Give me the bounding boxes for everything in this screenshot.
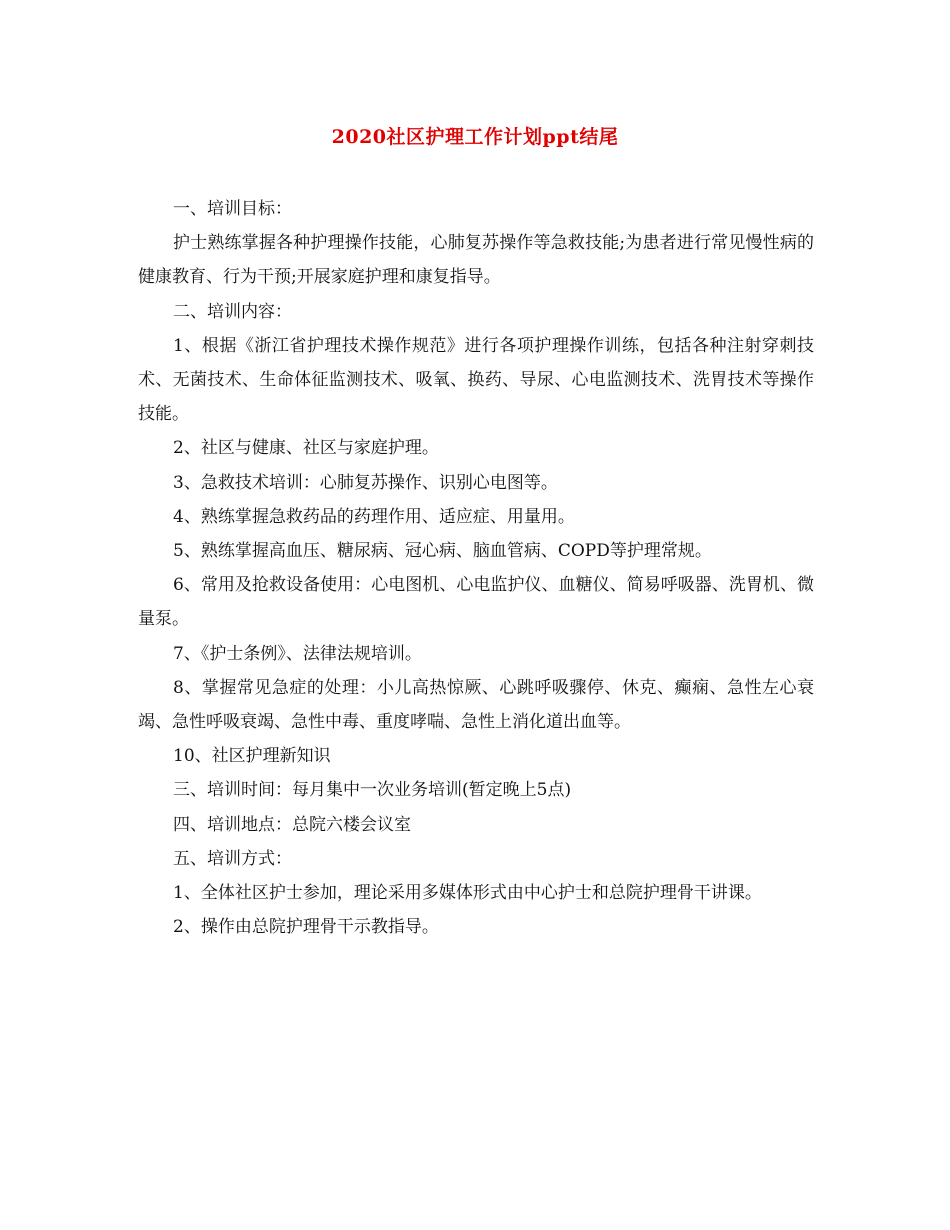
document-title: 2020社区护理工作计划ppt结尾 — [331, 126, 619, 148]
paragraph-method-item-2: 2、操作由总院护理骨干示教指导。 — [173, 917, 439, 938]
paragraph-content-item-2: 2、社区与健康、社区与家庭护理。 — [173, 438, 439, 459]
section-heading-method: 五、培训方式： — [173, 848, 292, 869]
paragraph-content-item-4: 4、熟练掌握急救药品的药理作用、适应症、用量用。 — [173, 506, 575, 527]
paragraph-content-item-3: 3、急救技术培训：心肺复苏操作、识别心电图等。 — [173, 472, 558, 493]
section-heading-location: 四、培训地点：总院六楼会议室 — [173, 814, 411, 835]
paragraph-method-item-1: 1、全体社区护士参加，理论采用多媒体形式由中心护士和总院护理骨干讲课。 — [173, 883, 762, 904]
paragraph-content-item-7: 7、《护士条例》、法律法规培训。 — [173, 643, 422, 664]
paragraph-content-item-8: 8、掌握常见急症的处理：小儿高热惊厥、心跳呼吸骤停、休克、癫痫、急性左心衰竭、急性呼吸衰竭、急性中毒、重度哮喘、急性上消化道出血等。 — [138, 677, 814, 733]
paragraph-content-item-6: 6、常用及抢救设备使用：心电图机、心电监护仪、血糖仪、简易呼吸器、洗胃机、微量泵。 — [138, 575, 814, 630]
paragraph-goals-text: 护士熟练掌握各种护理操作技能，心肺复苏操作等急救技能;为患者进行常见慢性病的健康教育、行为干预;开展家庭护理和康复指导。 — [138, 233, 814, 288]
section-heading-time: 三、培训时间：每月集中一次业务培训(暂定晚上5点) — [173, 780, 572, 801]
paragraph-content-item-10: 10、社区护理新知识 — [173, 746, 331, 767]
section-heading-goals: 一、培训目标： — [173, 199, 292, 219]
paragraph-content-item-5: 5、熟练掌握高血压、糖尿病、冠心病、脑血管病、COPD等护理常规。 — [173, 541, 712, 562]
document-body — [138, 192, 814, 944]
paragraph-content-item-1: 1、根据《浙江省护理技术操作规范》进行各项护理操作训练，包括各种注射穿刺技术、无菌技术、生命体征监测技术、吸氧、换药、导尿、心电监测技术、洗胃技术等操作技能。 — [138, 335, 814, 425]
section-heading-content: 二、培训内容： — [173, 301, 292, 322]
